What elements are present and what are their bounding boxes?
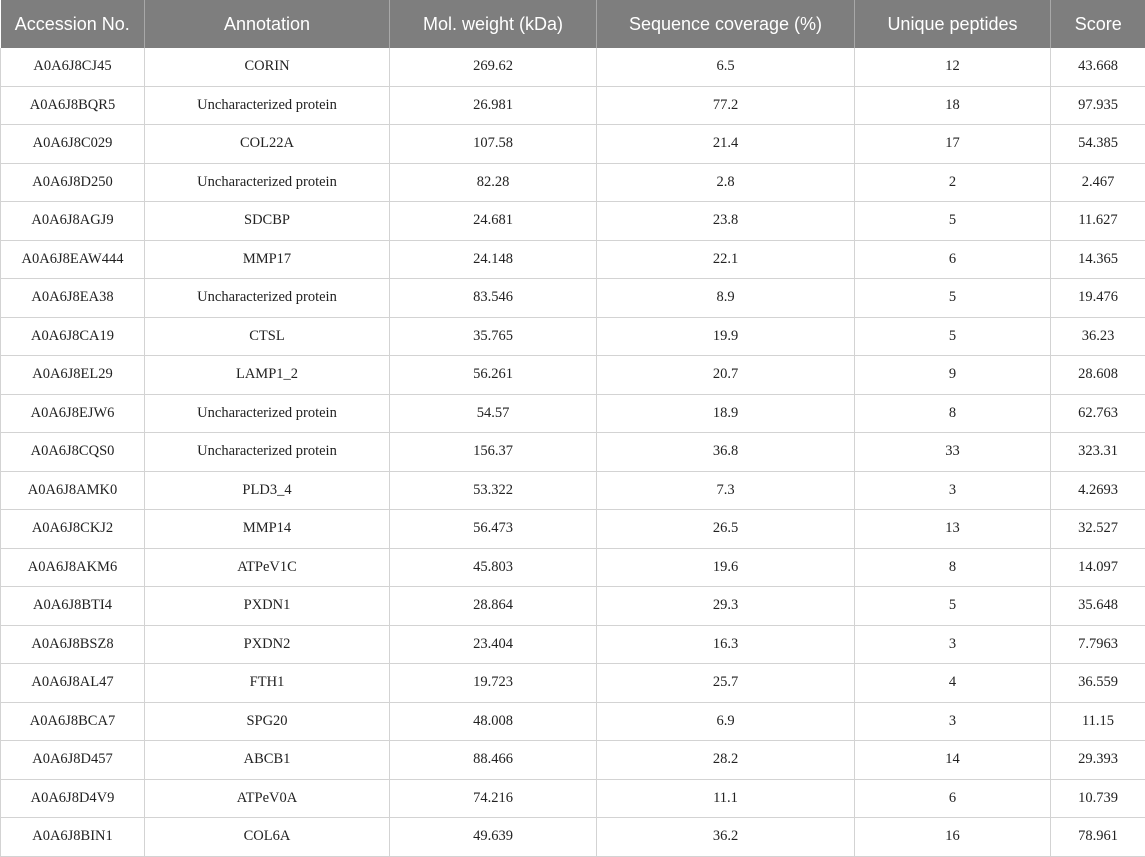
accession-cell: A0A6J8C029 bbox=[1, 125, 145, 164]
header-score: Score bbox=[1051, 0, 1145, 48]
annotation-cell: ATPeV1C bbox=[145, 548, 390, 587]
score-cell: 28.608 bbox=[1051, 356, 1145, 395]
annotation-cell: COL6A bbox=[145, 818, 390, 857]
mol-weight-cell: 26.981 bbox=[390, 86, 597, 125]
coverage-cell: 23.8 bbox=[597, 202, 855, 241]
coverage-cell: 6.5 bbox=[597, 48, 855, 86]
table-row bbox=[1, 664, 1145, 703]
score-cell: 14.365 bbox=[1051, 240, 1145, 279]
coverage-cell: 8.9 bbox=[597, 279, 855, 318]
header-mol-weight: Mol. weight (kDa) bbox=[390, 0, 597, 48]
table-row bbox=[1, 587, 1145, 626]
accession-cell: A0A6J8CQS0 bbox=[1, 433, 145, 472]
score-cell: 14.097 bbox=[1051, 548, 1145, 587]
score-cell: 10.739 bbox=[1051, 779, 1145, 818]
coverage-cell: 36.2 bbox=[597, 818, 855, 857]
accession-cell: A0A6J8AKM6 bbox=[1, 548, 145, 587]
score-cell: 36.559 bbox=[1051, 664, 1145, 703]
table-row bbox=[1, 394, 1145, 433]
score-cell: 7.7963 bbox=[1051, 625, 1145, 664]
accession-cell: A0A6J8EA38 bbox=[1, 279, 145, 318]
annotation-cell: LAMP1_2 bbox=[145, 356, 390, 395]
annotation-cell: PXDN1 bbox=[145, 587, 390, 626]
score-cell: 35.648 bbox=[1051, 587, 1145, 626]
accession-cell: A0A6J8BSZ8 bbox=[1, 625, 145, 664]
annotation-cell: CTSL bbox=[145, 317, 390, 356]
peptides-cell: 14 bbox=[855, 741, 1051, 780]
mol-weight-cell: 23.404 bbox=[390, 625, 597, 664]
table-row bbox=[1, 240, 1145, 279]
score-cell: 11.15 bbox=[1051, 702, 1145, 741]
mol-weight-cell: 35.765 bbox=[390, 317, 597, 356]
mol-weight-cell: 24.148 bbox=[390, 240, 597, 279]
accession-cell: A0A6J8D250 bbox=[1, 163, 145, 202]
table-row bbox=[1, 548, 1145, 587]
annotation-cell: Uncharacterized protein bbox=[145, 433, 390, 472]
annotation-cell: Uncharacterized protein bbox=[145, 394, 390, 433]
accession-cell: A0A6J8BQR5 bbox=[1, 86, 145, 125]
accession-cell: A0A6J8D457 bbox=[1, 741, 145, 780]
table-row bbox=[1, 818, 1145, 857]
table-row bbox=[1, 163, 1145, 202]
peptides-cell: 12 bbox=[855, 48, 1051, 86]
accession-cell: A0A6J8EJW6 bbox=[1, 394, 145, 433]
mol-weight-cell: 56.261 bbox=[390, 356, 597, 395]
accession-cell: A0A6J8AGJ9 bbox=[1, 202, 145, 241]
mol-weight-cell: 74.216 bbox=[390, 779, 597, 818]
score-cell: 11.627 bbox=[1051, 202, 1145, 241]
annotation-cell: SPG20 bbox=[145, 702, 390, 741]
table-row bbox=[1, 317, 1145, 356]
header-row bbox=[1, 0, 1145, 48]
score-cell: 54.385 bbox=[1051, 125, 1145, 164]
header-accession: Accession No. bbox=[1, 0, 145, 48]
table-row bbox=[1, 702, 1145, 741]
annotation-cell: Uncharacterized protein bbox=[145, 279, 390, 318]
table-row bbox=[1, 125, 1145, 164]
score-cell: 2.467 bbox=[1051, 163, 1145, 202]
table-row bbox=[1, 86, 1145, 125]
score-cell: 36.23 bbox=[1051, 317, 1145, 356]
accession-cell: A0A6J8CJ45 bbox=[1, 48, 145, 86]
annotation-cell: Uncharacterized protein bbox=[145, 163, 390, 202]
coverage-cell: 19.6 bbox=[597, 548, 855, 587]
table-header bbox=[1, 0, 1145, 48]
header-sequence-coverage: Sequence coverage (%) bbox=[597, 0, 855, 48]
accession-cell: A0A6J8AMK0 bbox=[1, 471, 145, 510]
coverage-cell: 20.7 bbox=[597, 356, 855, 395]
table-body bbox=[1, 48, 1145, 856]
score-cell: 4.2693 bbox=[1051, 471, 1145, 510]
coverage-cell: 36.8 bbox=[597, 433, 855, 472]
annotation-cell: FTH1 bbox=[145, 664, 390, 703]
coverage-cell: 6.9 bbox=[597, 702, 855, 741]
annotation-cell: MMP14 bbox=[145, 510, 390, 549]
peptides-cell: 4 bbox=[855, 664, 1051, 703]
coverage-cell: 26.5 bbox=[597, 510, 855, 549]
table-row bbox=[1, 625, 1145, 664]
table-row bbox=[1, 279, 1145, 318]
score-cell: 43.668 bbox=[1051, 48, 1145, 86]
peptides-cell: 8 bbox=[855, 548, 1051, 587]
peptides-cell: 9 bbox=[855, 356, 1051, 395]
table-row bbox=[1, 48, 1145, 86]
coverage-cell: 22.1 bbox=[597, 240, 855, 279]
table-row bbox=[1, 202, 1145, 241]
peptides-cell: 16 bbox=[855, 818, 1051, 857]
header-unique-peptides: Unique peptides bbox=[855, 0, 1051, 48]
accession-cell: A0A6J8BCA7 bbox=[1, 702, 145, 741]
accession-cell: A0A6J8BIN1 bbox=[1, 818, 145, 857]
coverage-cell: 11.1 bbox=[597, 779, 855, 818]
mol-weight-cell: 28.864 bbox=[390, 587, 597, 626]
coverage-cell: 25.7 bbox=[597, 664, 855, 703]
score-cell: 97.935 bbox=[1051, 86, 1145, 125]
score-cell: 78.961 bbox=[1051, 818, 1145, 857]
table-row bbox=[1, 471, 1145, 510]
mol-weight-cell: 107.58 bbox=[390, 125, 597, 164]
annotation-cell: MMP17 bbox=[145, 240, 390, 279]
coverage-cell: 28.2 bbox=[597, 741, 855, 780]
peptides-cell: 5 bbox=[855, 587, 1051, 626]
mol-weight-cell: 156.37 bbox=[390, 433, 597, 472]
peptides-cell: 17 bbox=[855, 125, 1051, 164]
peptides-cell: 3 bbox=[855, 702, 1051, 741]
mol-weight-cell: 48.008 bbox=[390, 702, 597, 741]
annotation-cell: COL22A bbox=[145, 125, 390, 164]
accession-cell: A0A6J8D4V9 bbox=[1, 779, 145, 818]
coverage-cell: 16.3 bbox=[597, 625, 855, 664]
annotation-cell: CORIN bbox=[145, 48, 390, 86]
annotation-cell: PXDN2 bbox=[145, 625, 390, 664]
coverage-cell: 19.9 bbox=[597, 317, 855, 356]
peptides-cell: 8 bbox=[855, 394, 1051, 433]
table-row bbox=[1, 779, 1145, 818]
accession-cell: A0A6J8EAW444 bbox=[1, 240, 145, 279]
coverage-cell: 77.2 bbox=[597, 86, 855, 125]
table-row bbox=[1, 356, 1145, 395]
mol-weight-cell: 56.473 bbox=[390, 510, 597, 549]
annotation-cell: ATPeV0A bbox=[145, 779, 390, 818]
peptides-cell: 6 bbox=[855, 779, 1051, 818]
mol-weight-cell: 83.546 bbox=[390, 279, 597, 318]
coverage-cell: 21.4 bbox=[597, 125, 855, 164]
peptides-cell: 5 bbox=[855, 317, 1051, 356]
coverage-cell: 18.9 bbox=[597, 394, 855, 433]
accession-cell: A0A6J8BTI4 bbox=[1, 587, 145, 626]
table-row bbox=[1, 510, 1145, 549]
accession-cell: A0A6J8CKJ2 bbox=[1, 510, 145, 549]
coverage-cell: 29.3 bbox=[597, 587, 855, 626]
table-row bbox=[1, 433, 1145, 472]
peptides-cell: 33 bbox=[855, 433, 1051, 472]
table-row bbox=[1, 741, 1145, 780]
coverage-cell: 7.3 bbox=[597, 471, 855, 510]
accession-cell: A0A6J8CA19 bbox=[1, 317, 145, 356]
annotation-cell: SDCBP bbox=[145, 202, 390, 241]
coverage-cell: 2.8 bbox=[597, 163, 855, 202]
mol-weight-cell: 54.57 bbox=[390, 394, 597, 433]
peptides-cell: 3 bbox=[855, 471, 1051, 510]
score-cell: 323.31 bbox=[1051, 433, 1145, 472]
score-cell: 29.393 bbox=[1051, 741, 1145, 780]
mol-weight-cell: 45.803 bbox=[390, 548, 597, 587]
mol-weight-cell: 49.639 bbox=[390, 818, 597, 857]
mol-weight-cell: 53.322 bbox=[390, 471, 597, 510]
mol-weight-cell: 82.28 bbox=[390, 163, 597, 202]
score-cell: 32.527 bbox=[1051, 510, 1145, 549]
mol-weight-cell: 24.681 bbox=[390, 202, 597, 241]
peptides-cell: 5 bbox=[855, 202, 1051, 241]
mol-weight-cell: 88.466 bbox=[390, 741, 597, 780]
accession-cell: A0A6J8AL47 bbox=[1, 664, 145, 703]
peptides-cell: 5 bbox=[855, 279, 1051, 318]
peptides-cell: 3 bbox=[855, 625, 1051, 664]
peptides-cell: 2 bbox=[855, 163, 1051, 202]
mol-weight-cell: 269.62 bbox=[390, 48, 597, 86]
peptides-cell: 13 bbox=[855, 510, 1051, 549]
peptides-cell: 18 bbox=[855, 86, 1051, 125]
annotation-cell: PLD3_4 bbox=[145, 471, 390, 510]
annotation-cell: Uncharacterized protein bbox=[145, 86, 390, 125]
header-annotation: Annotation bbox=[145, 0, 390, 48]
mol-weight-cell: 19.723 bbox=[390, 664, 597, 703]
annotation-cell: ABCB1 bbox=[145, 741, 390, 780]
score-cell: 62.763 bbox=[1051, 394, 1145, 433]
accession-cell: A0A6J8EL29 bbox=[1, 356, 145, 395]
peptides-cell: 6 bbox=[855, 240, 1051, 279]
score-cell: 19.476 bbox=[1051, 279, 1145, 318]
